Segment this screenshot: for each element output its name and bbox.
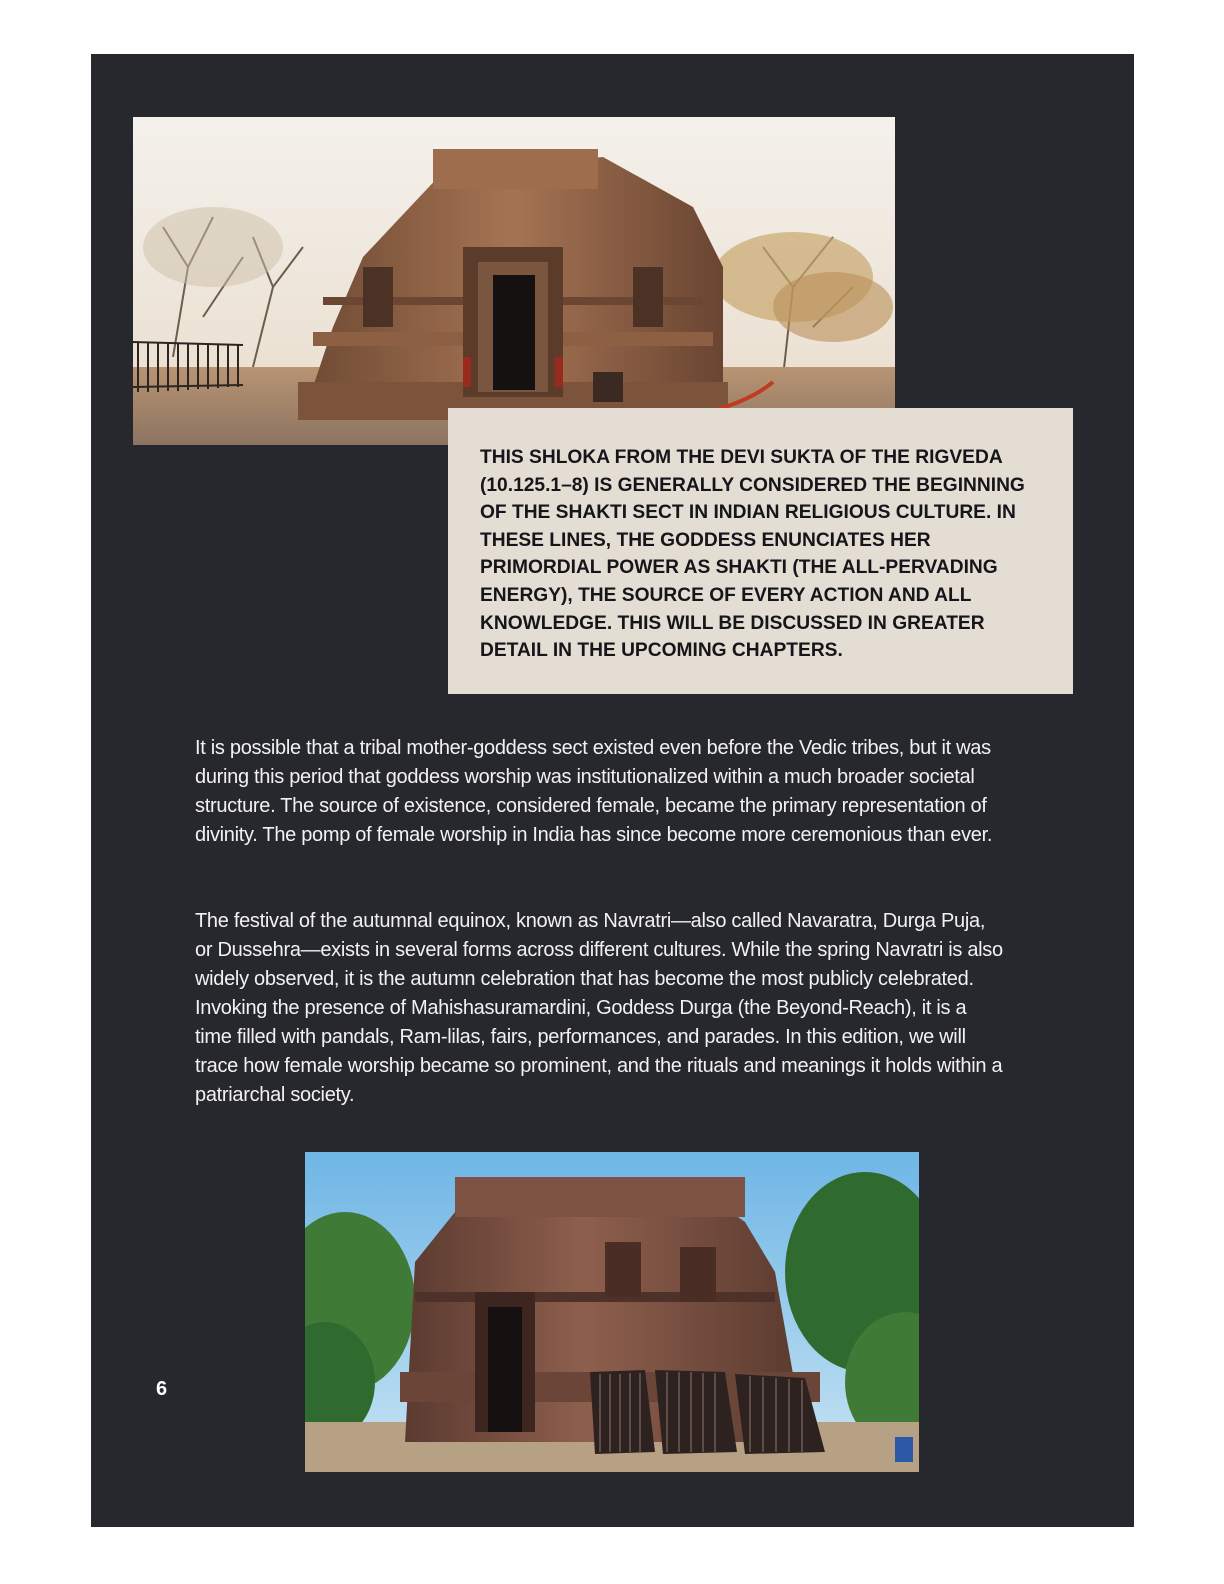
body-paragraph-2: The festival of the autumnal equinox, known as Navratri—also called Navaratra, Durga Puja, or Dussehra—exists in several forms across different cultures. While the spring Navratri is also widely observed, it is the autumn celebration that has become the most publicly celebrated. Invoking the presence of Mahishasuramardini, Goddess Durga (the Beyond-Reach), it is a time filled with pandals, Ram-lilas, fairs, performances, and parades. In this edition, we will trace how female worship became so prominent, and the rituals and meanings it holds within a patriarchal society. bbox=[195, 910, 1003, 1106]
temple-photo-bottom bbox=[305, 1152, 919, 1472]
page bbox=[91, 54, 1134, 1527]
temple-photo-top bbox=[133, 117, 895, 445]
body-paragraph-1: It is possible that a tribal mother-goddess sect existed even before the Vedic tribes, but it was during this period that goddess worship was institutionalized within a much broader societal structure. The source of existence, considered female, became the primary representation of divinity. The pomp of female worship in India has since become more ceremonious than ever. bbox=[195, 737, 993, 846]
quote-box bbox=[448, 408, 1073, 694]
page-number: 6 bbox=[156, 1378, 168, 1400]
quote-text: THIS SHLOKA FROM THE DEVI SUKTA OF THE RIGVEDA (10.125.1–8) IS GENERALLY CONSIDERED THE BEGINNING OF THE SHAKTI SECT IN INDIAN RELIGIOUS CULTURE. IN THESE LINES, THE GODDESS ENUNCIATES HER PRIMORDIAL POWER AS SHAKTI (THE ALL-PERVADING ENERGY), THE SOURCE OF EVERY ACTION AND ALL KNOWLEDGE. THIS WILL BE DISCUSSED IN GREATER DETAIL IN THE UPCOMING CHAPTERS. bbox=[480, 447, 1025, 662]
